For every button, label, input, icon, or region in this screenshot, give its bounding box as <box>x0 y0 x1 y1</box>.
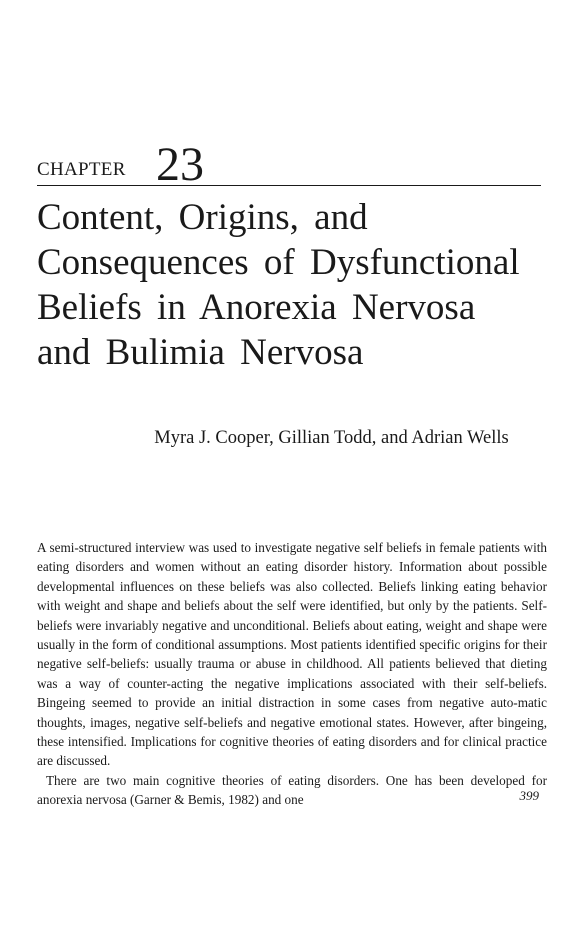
chapter-title <box>37 195 547 375</box>
author-line <box>0 428 583 449</box>
page-number: 399 <box>519 788 539 803</box>
body-text <box>37 538 547 810</box>
authors-text: Myra J. Cooper, Gillian Todd, and Adrian Wells <box>154 428 509 448</box>
chapter-title-line: and Bulimia Nervosa <box>37 332 364 373</box>
chapter-heading <box>37 135 541 191</box>
intro-paragraph: There are two main cognitive theories of eating disorders. One has been developed for anorexia nervosa (Garner & Bemis, 1982) and one <box>37 772 547 808</box>
abstract-paragraph: A semi-structured interview was used to investigate negative self beliefs in female patients with eating disorders and women without an eating disorder history. Information about possible developmental influences on these beliefs was also collected. Beliefs linking eating behavior with weight and shape and beliefs about the self were identified, but only by the patients. Self-beliefs were invariably negative and unconditional. Beliefs about eating, weight and shape were usually in the form of conditional assumptions. Most patients identified specific origins for their negative self-beliefs: usually trauma or abuse in childhood. All patients believed that dieting was a way of counter-acting the negative implications associated with their self-beliefs. Bingeing seemed to provide an initial distraction in some cases from negative auto-matic thoughts, images, negative self-beliefs and negative emotional states. However, after bingeing, these intensified. Implications for cognitive theories of eating disorders and for clinical practice are discussed. <box>37 540 547 769</box>
chapter-label: CHAPTER <box>37 159 126 180</box>
chapter-number: 23 <box>156 138 204 191</box>
chapter-title-line: Content, Origins, and <box>37 197 368 238</box>
chapter-title-line: Consequences of Dysfunctional <box>37 242 520 283</box>
chapter-title-line: Beliefs in Anorexia Nervosa <box>37 287 476 328</box>
